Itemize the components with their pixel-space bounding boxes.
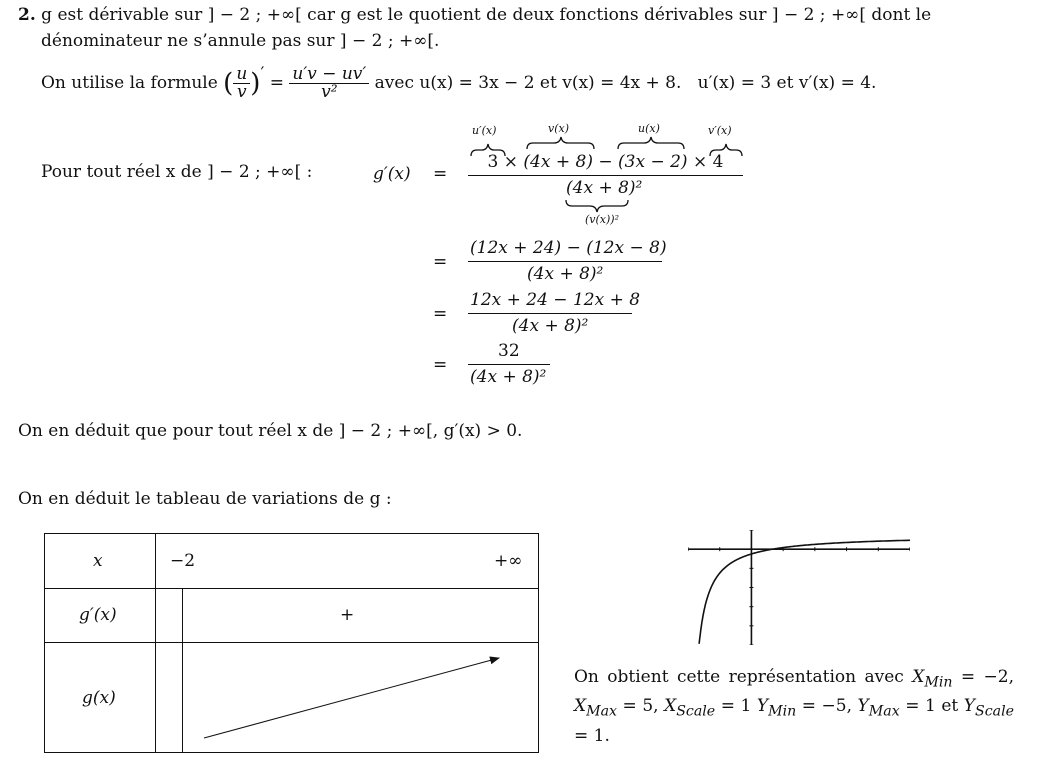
conclusion: On en déduit que pour tout réel x de ] − 2 ; +∞[, g′(x) > 0. bbox=[18, 421, 523, 441]
row-function-label: g(x) bbox=[82, 688, 116, 708]
x-start-value: −2 bbox=[170, 551, 196, 571]
formula-prefix: On utilise la formule bbox=[41, 73, 218, 93]
step1-denominator: (4x + 8)² bbox=[566, 178, 643, 198]
label-u-prime: u′(x) bbox=[472, 124, 497, 137]
derivative-sign: + bbox=[340, 605, 355, 625]
step4-denominator: (4x + 8)² bbox=[470, 367, 547, 387]
row-derivative-label: g′(x) bbox=[79, 605, 117, 625]
label-v: v(x) bbox=[548, 122, 570, 135]
eq-2: = bbox=[433, 252, 448, 272]
eq-4: = bbox=[433, 355, 448, 375]
intro-line-2: dénominateur ne s’annule pas sur ] − 2 ; +∞[. bbox=[41, 31, 440, 51]
label-u: u(x) bbox=[638, 122, 660, 135]
intro-text-1: g est dérivable sur ] − 2 ; +∞[ car g est le quotient de deux fonctions dérivables sur ] − 2 ; +∞[ dont le bbox=[41, 5, 932, 25]
step4-fraction-bar bbox=[468, 364, 550, 365]
derivation-lhs: g′(x) bbox=[373, 164, 411, 184]
function-curve bbox=[699, 540, 910, 644]
item-number: 2. bbox=[18, 5, 36, 25]
calculator-note: On obtient cette représentation avec $X_{Min} = -2$, $X_{Max} = 5$, $X_{Scale} = 1$ $Y_{Min} = -5$, $Y_{Max} = 1$ et $Y_{Scale} = 1$. bbox=[574, 667, 1015, 746]
step3-numerator: 12x + 24 − 12x + 8 bbox=[470, 290, 641, 310]
step2-numerator: (12x + 24) − (12x − 8) bbox=[470, 238, 667, 258]
label-v-squared: (v(x))² bbox=[585, 213, 619, 226]
x-end-value: +∞ bbox=[494, 551, 523, 571]
frac-u-over-v: $\frac{u}{v}$ bbox=[233, 66, 250, 101]
row-x-label: x bbox=[93, 551, 103, 571]
step2-fraction-bar bbox=[468, 261, 662, 262]
frac-quotient-rule: $\frac{u'v - uv'}{\text{v²}}$ bbox=[289, 66, 369, 101]
formula-uv-def: avec u(x) = 3x − 2 et v(x) = 4x + 8. bbox=[374, 73, 682, 93]
eq-1: = bbox=[433, 164, 448, 184]
step3-fraction-bar bbox=[468, 313, 632, 314]
step4-numerator: 32 bbox=[498, 341, 520, 361]
eq-3: = bbox=[433, 304, 448, 324]
formula-line: On utilise la formule ( $\frac{u}{v}$ )′ = $\frac{u'v - uv'}{\text{v²}}$ avec u(x) = 3x − 2 et v(x) = 4x + 8. u′(x) = 3 et v′(x) = 4. bbox=[41, 64, 877, 102]
step1-fraction-bar bbox=[468, 175, 743, 176]
step1-numerator: 3 × (4x + 8) − (3x − 2) × 4 bbox=[487, 152, 724, 172]
brace-overlay bbox=[468, 134, 748, 218]
step2-denominator: (4x + 8)² bbox=[527, 264, 604, 284]
formula-derivatives: u′(x) = 3 et v′(x) = 4. bbox=[697, 73, 877, 93]
label-v-prime: v′(x) bbox=[708, 124, 732, 137]
table-intro: On en déduit le tableau de variations de g : bbox=[18, 489, 392, 509]
calculator-graph bbox=[688, 530, 910, 645]
increasing-arrow bbox=[183, 643, 538, 752]
step3-denominator: (4x + 8)² bbox=[512, 316, 589, 336]
intro-line-1 bbox=[18, 5, 931, 25]
derivation-lead: Pour tout réel x de ] − 2 ; +∞[ : bbox=[41, 162, 313, 182]
